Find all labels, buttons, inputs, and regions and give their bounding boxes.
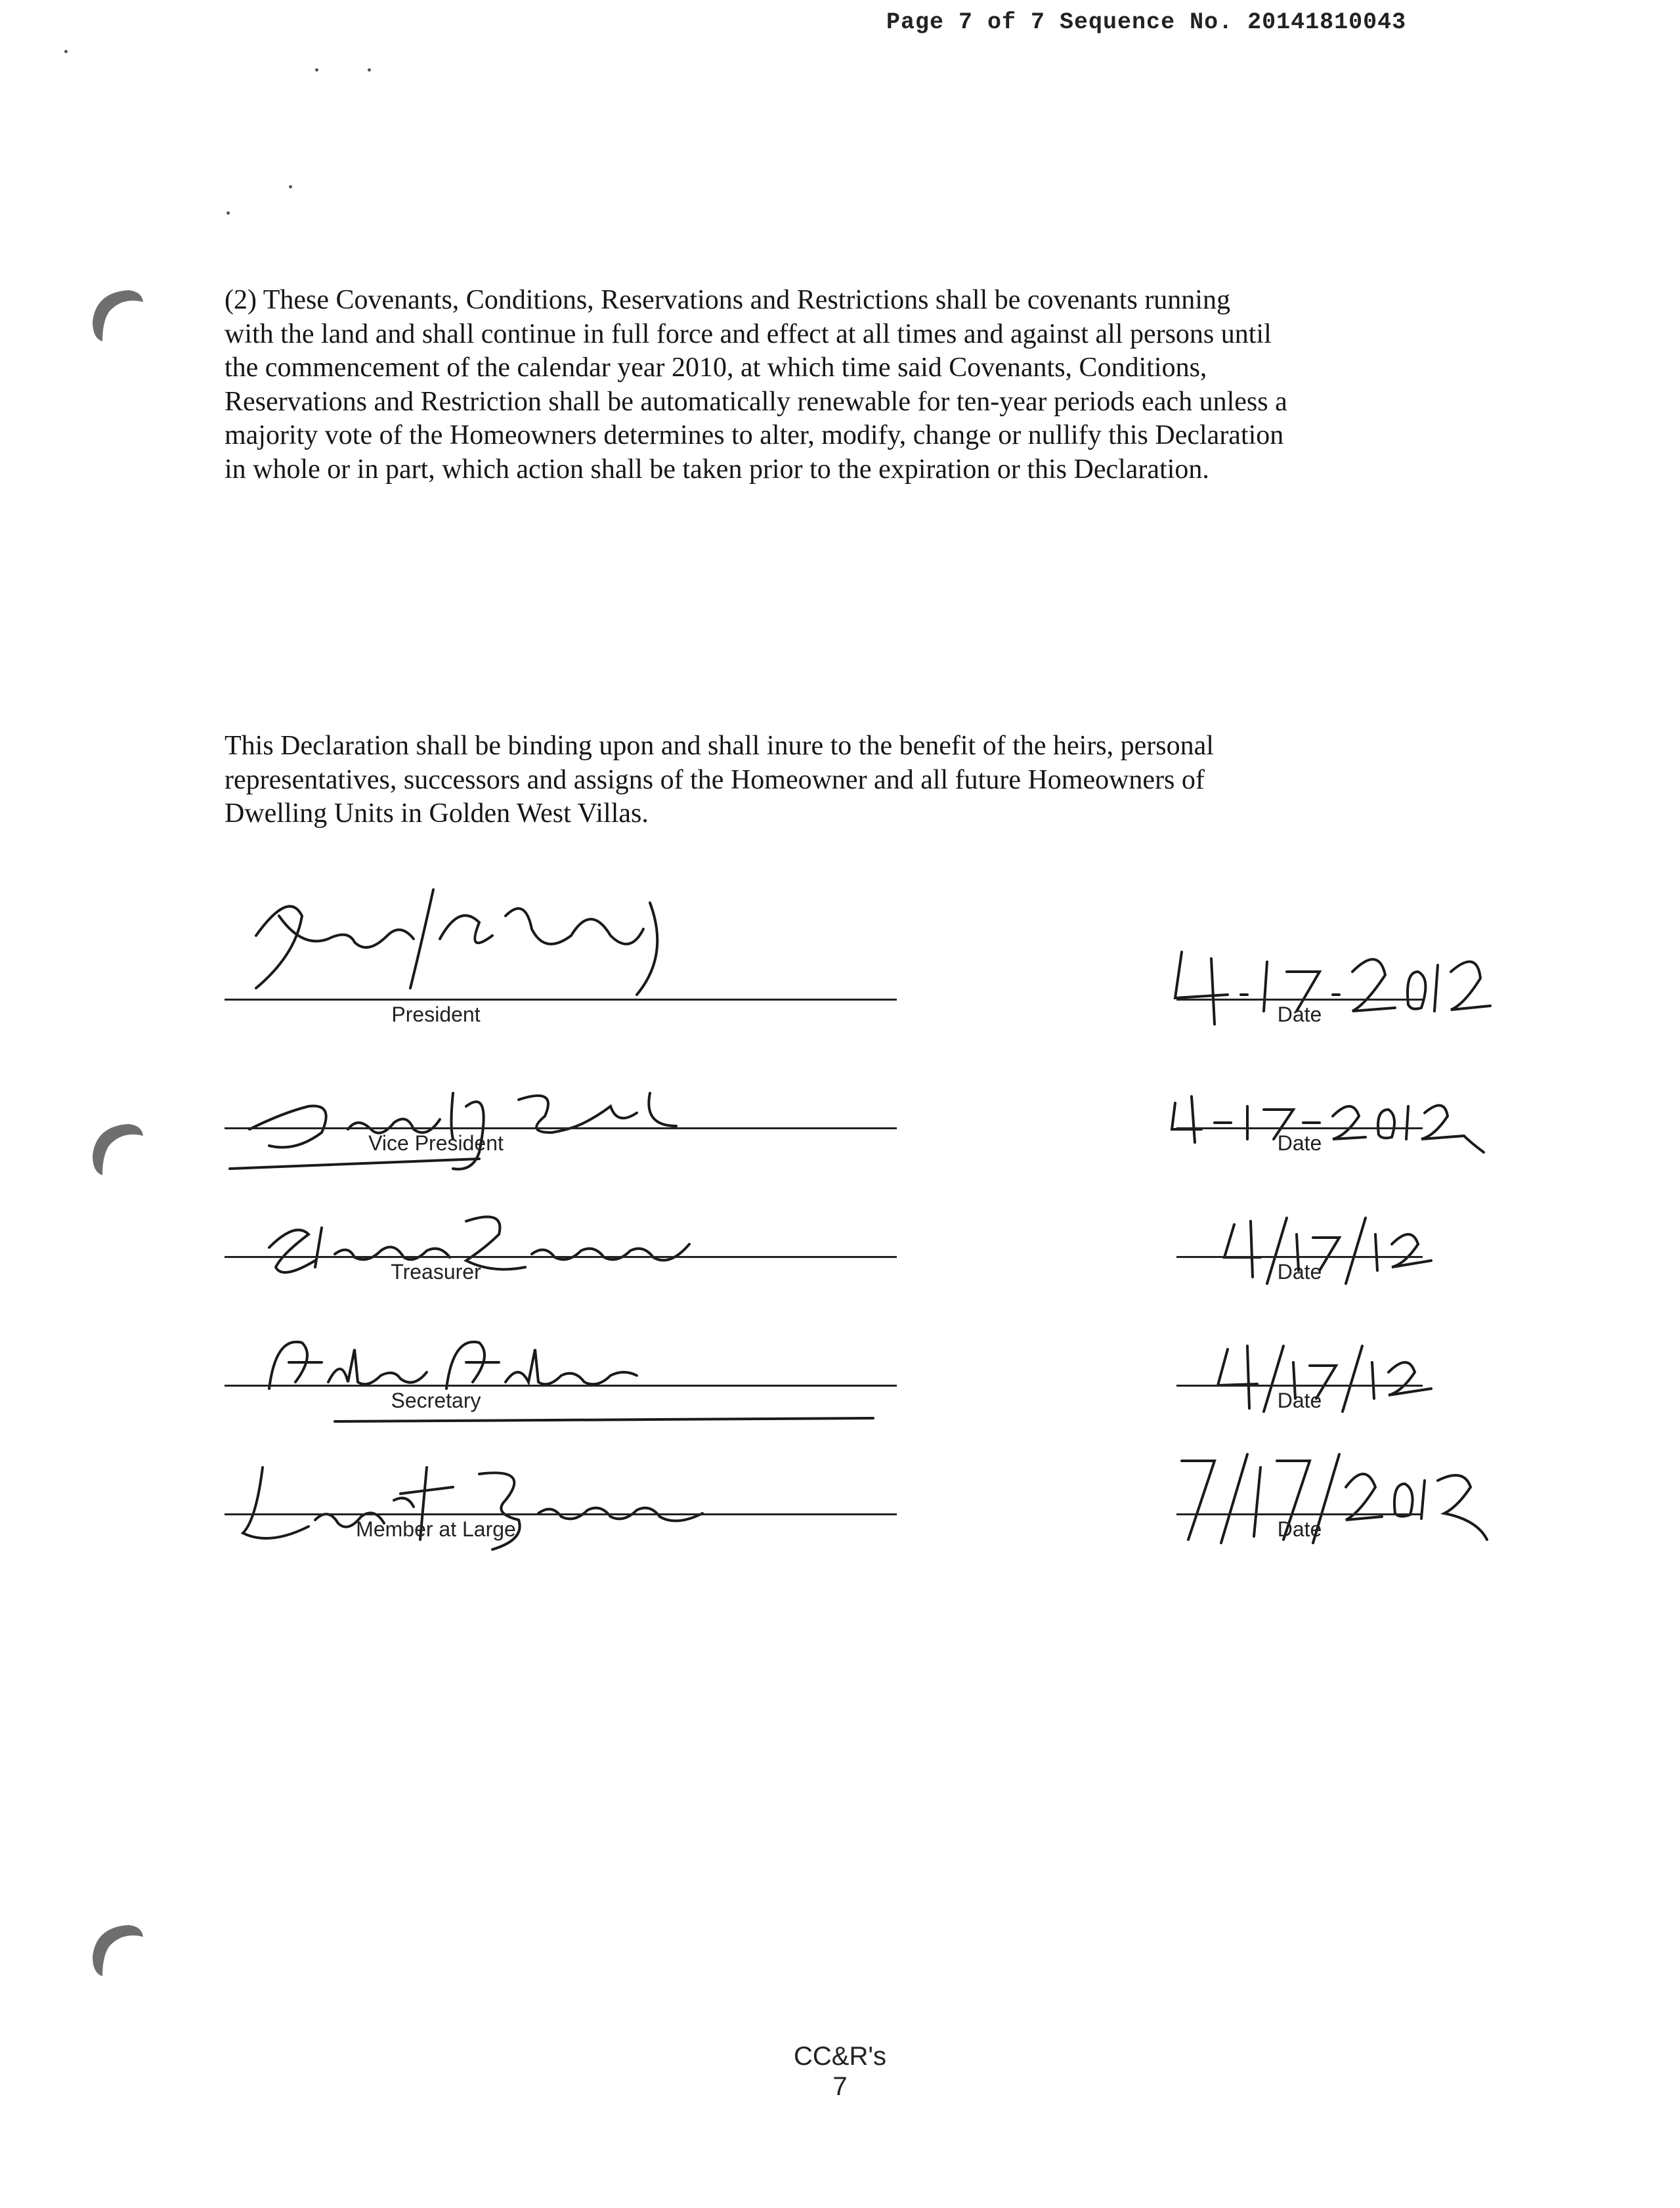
signature-line (225, 1127, 897, 1129)
punch-hole-icon (83, 1917, 148, 1983)
page-sequence-header: Page 7 of 7 Sequence No. 20141810043 (886, 9, 1407, 35)
date-line (1176, 1256, 1423, 1258)
vice-president-signature (217, 1060, 906, 1185)
signature-line (225, 1385, 897, 1387)
scan-speck (289, 185, 292, 188)
scan-speck (368, 68, 371, 72)
secretary-signature (217, 1310, 906, 1435)
footer-doc-name: CC&R's (794, 2042, 886, 2071)
scan-speck (315, 68, 318, 72)
date-label: Date (1277, 1003, 1322, 1026)
date-label: Date (1277, 1260, 1322, 1284)
signature-line (225, 1256, 897, 1258)
date-line (1176, 1513, 1423, 1515)
date-label: Date (1277, 1389, 1322, 1412)
punch-hole-icon (83, 282, 148, 348)
binding-clause-paragraph: This Declaration shall be binding upon and shall inure to the benefit of the heirs, personal representatives, successors and assigns of the Homeowner and all future Homeowners of Dwelling Units in Golden West Villas. (225, 731, 1214, 829)
signature-line (225, 1513, 897, 1515)
handwritten-date-vice-president (1155, 1077, 1497, 1182)
member-at-large-signature (217, 1441, 906, 1566)
role-member-at-large-label: Member at Large (356, 1517, 516, 1541)
date-line (1176, 999, 1423, 1001)
president-signature (217, 877, 906, 1001)
date-label: Date (1277, 1131, 1322, 1155)
signature-line (225, 999, 897, 1001)
covenants-duration-paragraph: (2) These Covenants, Conditions, Reservations and Restrictions shall be covenants running with the land and shall continue in full force and effect at all times and against all persons until the commencement of the calendar year 2010, at which time said Covenants, Conditions, Reservations and Restriction shall be automatically renewable for ten-year periods each unless a majority vote of the Homeowners determines to alter, modify, change or nullify this Declaration in whole or in part, which action shall be taken prior to the expiration or this Declaration. (225, 285, 1287, 485)
role-vice-president-label: Vice President (368, 1131, 504, 1155)
footer-page-number: 7 (832, 2072, 848, 2101)
scan-speck (64, 50, 68, 53)
scan-speck (226, 211, 230, 215)
role-president-label: President (391, 1003, 481, 1026)
role-secretary-label: Secretary (391, 1389, 481, 1412)
role-treasurer-label: Treasurer (391, 1260, 481, 1284)
date-label: Date (1277, 1517, 1322, 1541)
date-line (1176, 1127, 1423, 1129)
date-line (1176, 1385, 1423, 1387)
treasurer-signature (217, 1182, 906, 1307)
